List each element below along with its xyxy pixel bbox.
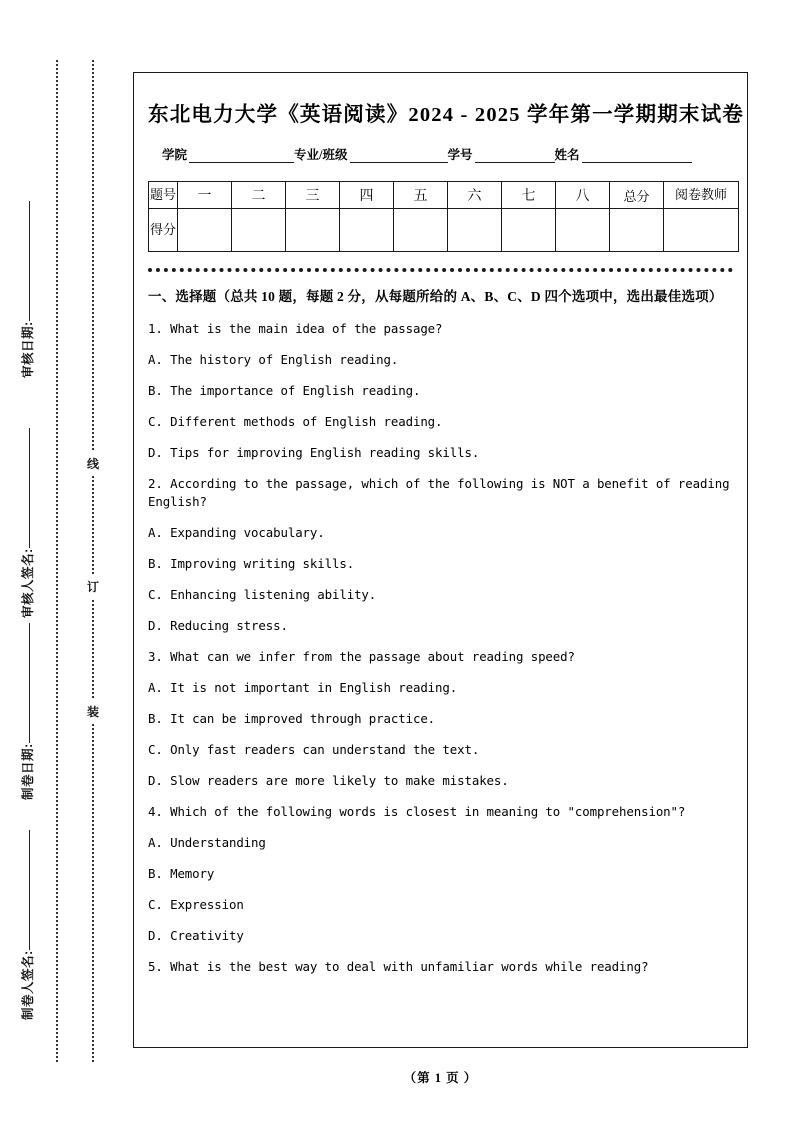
score-cell-grader[interactable] bbox=[664, 209, 739, 252]
score-cell-total[interactable] bbox=[610, 209, 664, 252]
info-field-input[interactable] bbox=[582, 149, 692, 163]
info-field-label: 学号 bbox=[447, 148, 473, 162]
score-cell-4[interactable] bbox=[340, 209, 394, 252]
question-1-option-D[interactable]: D. Tips for improving English reading skills. bbox=[148, 444, 480, 460]
question-4-option-C[interactable]: C. Expression bbox=[148, 896, 244, 912]
question-1-option-A[interactable]: A. The history of English reading. bbox=[148, 351, 399, 367]
info-field-input[interactable] bbox=[189, 149, 294, 163]
info-field-label: 姓名 bbox=[554, 148, 580, 162]
question-stem-4: 4. Which of the following words is closest in meaning to "comprehension"? bbox=[148, 803, 686, 819]
question-list bbox=[148, 320, 733, 976]
margin-label-blank-line[interactable] bbox=[29, 830, 30, 950]
binding-char-1: 订 bbox=[84, 575, 102, 598]
question-3-option-C[interactable]: C. Only fast readers can understand the text. bbox=[148, 741, 480, 757]
question-stem-5: 5. What is the best way to deal with unfamiliar words while reading? bbox=[148, 958, 649, 974]
question-stem-3: 3. What can we infer from the passage about reading speed? bbox=[148, 648, 575, 664]
question-4-option-B[interactable]: B. Memory bbox=[148, 865, 215, 881]
score-col-6: 六 bbox=[448, 182, 502, 209]
info-field-label: 专业/班级 bbox=[294, 148, 348, 162]
margin-label-text: 审核人签名: bbox=[21, 548, 35, 618]
score-table-row-label-question: 题号 bbox=[149, 182, 178, 209]
score-cell-3[interactable] bbox=[286, 209, 340, 252]
question-2-option-A[interactable]: A. Expanding vocabulary. bbox=[148, 524, 325, 540]
info-field-input[interactable] bbox=[475, 149, 555, 163]
info-field-3 bbox=[555, 145, 692, 163]
margin-label-2 bbox=[18, 560, 36, 800]
question-4-option-D[interactable]: D. Creativity bbox=[148, 927, 244, 943]
margin-label-0 bbox=[18, 138, 36, 378]
margin-label-blank-line[interactable] bbox=[29, 201, 30, 321]
question-2-option-C[interactable]: C. Enhancing listening ability. bbox=[148, 586, 377, 602]
question-2-option-D[interactable]: D. Reducing stress. bbox=[148, 617, 288, 633]
left-margin-strip bbox=[0, 0, 115, 1122]
score-table-header-row bbox=[149, 182, 739, 209]
margin-label-text: 制卷人签名: bbox=[21, 950, 35, 1020]
score-col-grader: 阅卷教师 bbox=[664, 182, 739, 209]
question-4-option-A[interactable]: A. Understanding bbox=[148, 834, 266, 850]
question-stem-2: 2. According to the passage, which of the following is NOT a benefit of reading English? bbox=[148, 475, 730, 509]
exam-paper-body bbox=[133, 72, 748, 1048]
info-field-input[interactable] bbox=[350, 149, 448, 163]
score-col-total: 总分 bbox=[610, 182, 664, 209]
binding-char-2: 装 bbox=[84, 700, 102, 723]
margin-dotted-rule-outer bbox=[56, 60, 58, 1062]
score-cell-7[interactable] bbox=[502, 209, 556, 252]
margin-label-3 bbox=[18, 780, 36, 1020]
question-3-option-B[interactable]: B. It can be improved through practice. bbox=[148, 710, 436, 726]
margin-label-blank-line[interactable] bbox=[29, 623, 30, 743]
margin-label-text: 制卷日期: bbox=[21, 743, 35, 800]
score-cell-1[interactable] bbox=[178, 209, 232, 252]
info-field-1 bbox=[294, 145, 447, 163]
binding-char-0: 线 bbox=[84, 452, 102, 475]
question-2-option-B[interactable]: B. Improving writing skills. bbox=[148, 555, 355, 571]
margin-label-text: 审核日期: bbox=[21, 321, 35, 378]
question-area bbox=[148, 286, 733, 976]
question-3-option-D[interactable]: D. Slow readers are more likely to make mistakes. bbox=[148, 772, 509, 788]
score-table-value-row bbox=[149, 209, 739, 252]
student-info-row bbox=[162, 145, 729, 163]
binding-dotted-rule bbox=[92, 60, 94, 1062]
score-col-5: 五 bbox=[394, 182, 448, 209]
score-col-2: 二 bbox=[232, 182, 286, 209]
score-cell-6[interactable] bbox=[448, 209, 502, 252]
score-col-3: 三 bbox=[286, 182, 340, 209]
score-col-4: 四 bbox=[340, 182, 394, 209]
score-col-7: 七 bbox=[502, 182, 556, 209]
score-table bbox=[148, 181, 739, 252]
page-footer: （第 1 页 ） bbox=[403, 1071, 478, 1085]
info-field-2 bbox=[448, 145, 555, 163]
page-title: 东北电力大学《英语阅读》2024 - 2025 学年第一学期期末试卷 bbox=[148, 104, 745, 126]
section-divider bbox=[148, 268, 733, 272]
info-field-0 bbox=[162, 145, 294, 163]
question-3-option-A[interactable]: A. It is not important in English reading. bbox=[148, 679, 458, 695]
section-heading: 一、选择题（总共 10 题，每题 2 分，从每题所给的 A、B、C、D 四个选项中，选出最佳选项） bbox=[148, 289, 723, 304]
score-col-8: 八 bbox=[556, 182, 610, 209]
info-field-label: 学院 bbox=[162, 148, 188, 162]
score-cell-5[interactable] bbox=[394, 209, 448, 252]
score-cell-2[interactable] bbox=[232, 209, 286, 252]
score-cell-8[interactable] bbox=[556, 209, 610, 252]
question-1-option-C[interactable]: C. Different methods of English reading. bbox=[148, 413, 443, 429]
question-1-option-B[interactable]: B. The importance of English reading. bbox=[148, 382, 421, 398]
score-col-1: 一 bbox=[178, 182, 232, 209]
question-stem-1: 1. What is the main idea of the passage? bbox=[148, 320, 443, 336]
margin-label-blank-line[interactable] bbox=[29, 428, 30, 548]
score-table-row-label-score: 得分 bbox=[149, 209, 178, 252]
